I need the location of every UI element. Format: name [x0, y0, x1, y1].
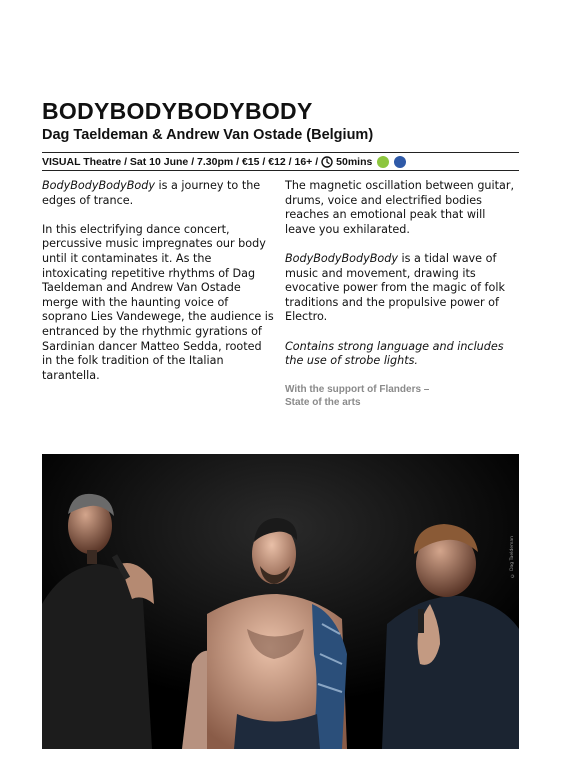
event-duration: 50mins — [336, 156, 373, 168]
clock-icon — [321, 156, 333, 168]
event-meta — [42, 154, 406, 170]
divider-top — [42, 152, 519, 153]
support-line-1: With the support of Flanders – — [285, 384, 430, 396]
performers-illustration — [42, 454, 519, 749]
description-paragraph: In this electrifying dance concert, percussive music impregnates our body until it contaminates it. As the intoxicating repetitive rhythms of Dag Taeldeman and Andrew Van Ostade merge with the haunting voice of soprano Lies Vandewege, the audience is entranced by the rhythmic gyrations of Sardinian dancer Matteo Sedda, rooted in the folk tradition of the Italian tarantella. — [42, 222, 274, 382]
performance-photo — [42, 454, 519, 749]
intro-paragraph — [42, 179, 274, 208]
show-name: BodyBodyBodyBody — [42, 179, 155, 192]
intro-text: is a journey to the edges of trance. — [42, 179, 261, 207]
content-warning — [285, 340, 517, 369]
photo-credit: © Dag Taeldeman — [510, 536, 515, 578]
left-column — [42, 179, 274, 398]
support-credit — [285, 383, 517, 409]
right-column — [285, 179, 517, 409]
event-info: VISUAL Theatre / Sat 10 June / 7.30pm / €15 / €12 / 16+ / — [42, 156, 319, 168]
oscillation-paragraph: The magnetic oscillation between guitar, drums, voice and electrified bodies reaches an emotional peak that will leave you exhilarated. — [285, 179, 515, 236]
warning-text: Contains strong language and includes the use of strobe lights. — [285, 339, 504, 368]
event-artists: Dag Taeldeman & Andrew Van Ostade (Belgium) — [42, 127, 374, 143]
tidal-wave-paragraph — [285, 252, 517, 325]
blue-category-dot — [394, 156, 406, 168]
event-title: BODYBODYBODYBODY — [42, 98, 313, 124]
show-name: BodyBodyBodyBody — [285, 251, 398, 265]
divider-bottom — [42, 170, 519, 171]
green-category-dot — [377, 156, 389, 168]
support-line-2: State of the arts — [285, 397, 361, 409]
tidal-wave-text: is a tidal wave of music and movement, drawing its evocative power from the magic of folk traditions and the propulsive power of Electro. — [285, 251, 505, 324]
